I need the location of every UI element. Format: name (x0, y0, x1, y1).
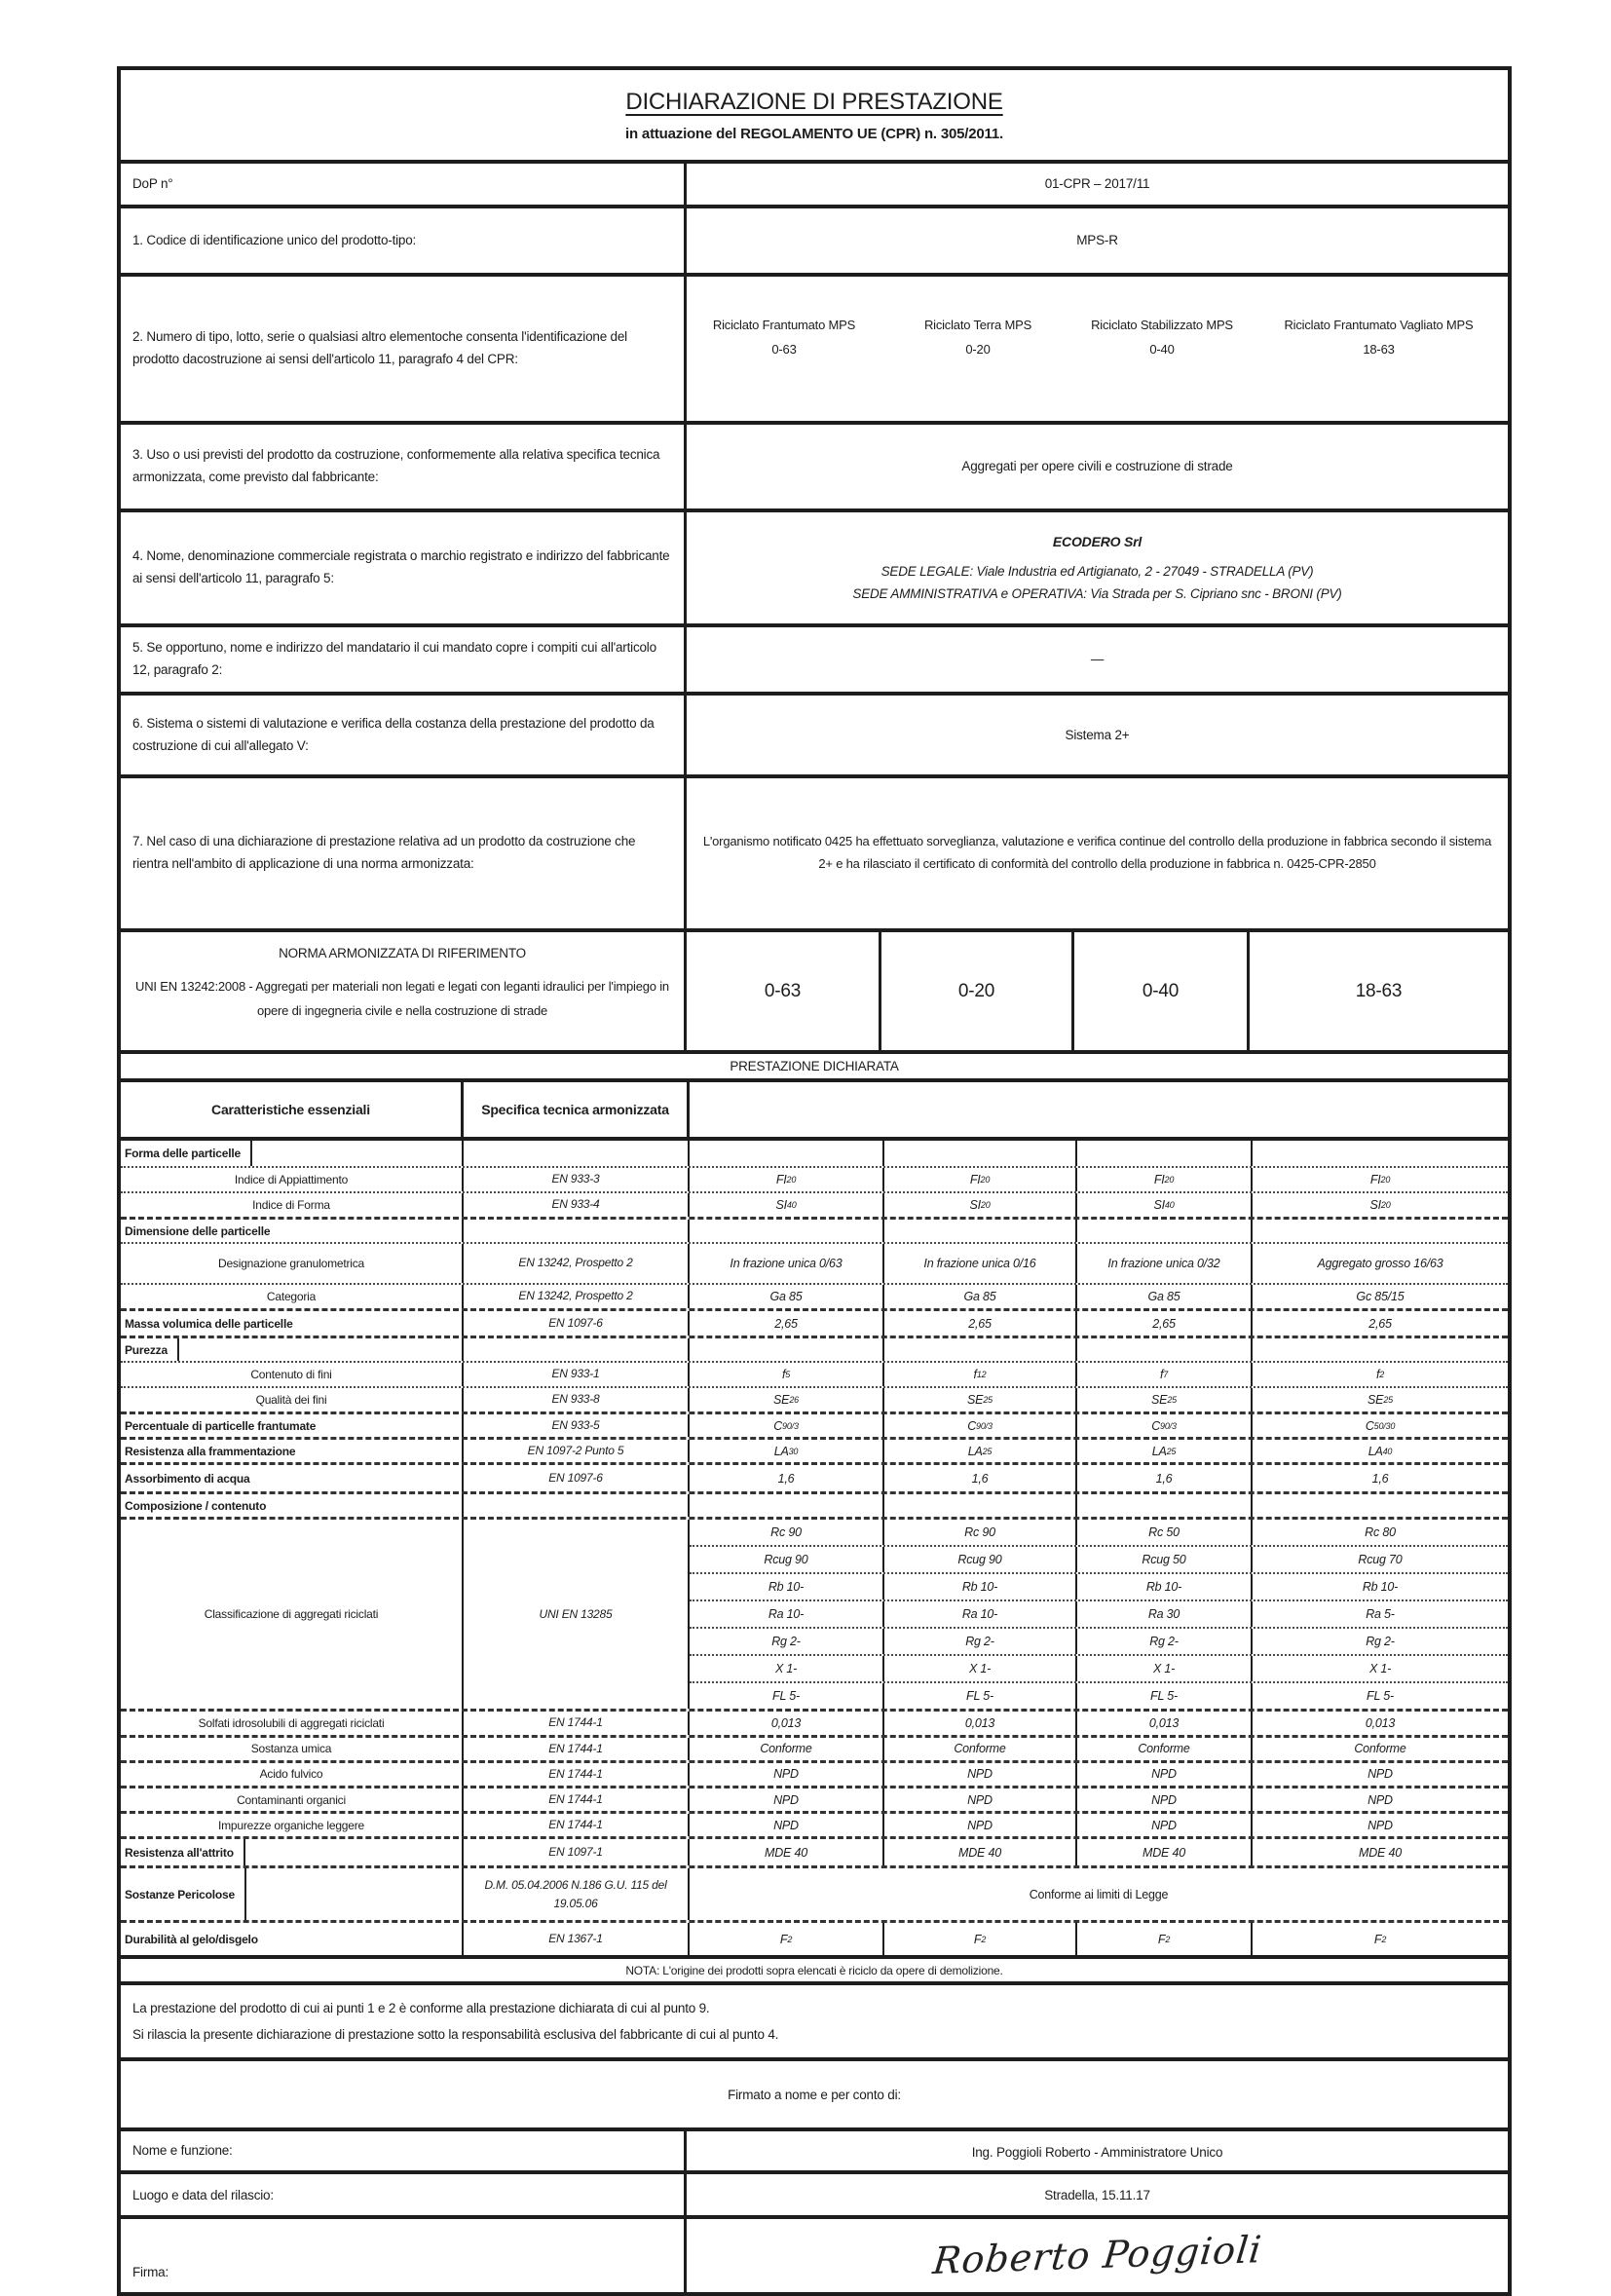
classification-subrow (690, 1654, 1508, 1681)
value-cell: Ga 85 (1077, 1285, 1253, 1308)
value-cell: Rcug 90 (690, 1547, 884, 1572)
value-cell-empty (1077, 1141, 1253, 1166)
spec-cell: EN 1097-1 (464, 1839, 690, 1865)
value-cell: Rc 80 (1365, 1525, 1396, 1540)
avcp-system-row (121, 696, 1508, 778)
value-cell: 1,6 (1077, 1465, 1253, 1491)
value-cell: NPD (884, 1788, 1077, 1811)
value-cell: F 2 (1077, 1923, 1253, 1955)
value-cell: Rg 2- (1366, 1635, 1395, 1649)
spec-cell (464, 1494, 690, 1517)
value-cell: f 2 (1375, 1368, 1385, 1381)
spec-cell: EN 1097-2 Punto 5 (464, 1440, 690, 1462)
manufacturer-address-legal: SEDE LEGALE: Viale Industria ed Artigianato, 2 - 27049 - STRADELLA (PV) (880, 563, 1314, 579)
perf-table-row (121, 1865, 1508, 1920)
value-cell-empty (884, 1141, 1077, 1166)
value-cell: C 90/3 (884, 1414, 1077, 1437)
value-cell: 1,6 (1371, 1471, 1389, 1486)
signature-row (121, 2219, 1508, 2292)
value-cell: 2,65 (1368, 1316, 1392, 1331)
harmonized-standard-row (121, 932, 1508, 1054)
value-cell: Ra 30 (1077, 1601, 1253, 1627)
characteristics-header-row (121, 1082, 1508, 1141)
value-cell-empty (1077, 1220, 1253, 1242)
spec-cell: EN 1097-6 (464, 1311, 690, 1336)
product-type-name: Riciclato Frantumato Vagliato MPS (1284, 318, 1474, 332)
classification-subrow (690, 1600, 1508, 1627)
value-cell: NPD (884, 1763, 1077, 1786)
manufacturer-label: 4. Nome, denominazione commerciale registrata o marchio registrato e indirizzo del fabbricante ai sensi dell'articolo 11, paragrafo 5: (121, 512, 687, 623)
characteristic-label: Acido fulvico (121, 1763, 464, 1786)
value-cell: LA 25 (1077, 1440, 1253, 1462)
value-cell-empty (884, 1494, 1077, 1517)
name-function-label: Nome e funzione: (121, 2131, 687, 2170)
dop-number-value: 01-CPR – 2017/11 (1044, 176, 1150, 192)
value-cell: MDE 40 (690, 1839, 884, 1865)
value-cell: Rc 90 (690, 1520, 884, 1545)
harmonized-standard-text: UNI EN 13242:2008 - Aggregati per materiali non legati e legati con leganti idraulici per l'impiego in opere di ingegneria civile e nella costruzione di strade (135, 979, 669, 1019)
value-cell: Ra 5- (1366, 1607, 1395, 1622)
product-type-name: Riciclato Frantumato MPS (712, 318, 856, 332)
value-cell: F 2 (884, 1923, 1077, 1955)
place-date-row (121, 2174, 1508, 2219)
value-cell-empty (690, 1494, 884, 1517)
product-type (881, 314, 1074, 361)
value-cell: 0,013 (1077, 1712, 1253, 1734)
perf-table-row (121, 1709, 1508, 1734)
value-cell: NPD (690, 1763, 884, 1786)
perf-table-row (121, 1836, 1508, 1865)
perf-table-row (121, 1735, 1508, 1760)
perf-table-row (121, 1760, 1508, 1786)
characteristic-label: Qualità dei fini (121, 1388, 464, 1411)
standard-size-cell: 0-40 (1074, 932, 1250, 1050)
value-cell: Rg 2- (884, 1629, 1077, 1654)
characteristic-label-box: Sostanze Pericolose (121, 1868, 246, 1920)
nota-row: NOTA: L'origine dei prodotti sopra elencati è riciclo da opere di demolizione. (121, 1959, 1508, 1985)
value-cell: f 7 (1077, 1363, 1253, 1386)
standard-size-cell: 18-63 (1355, 980, 1403, 1001)
product-types-row (121, 277, 1508, 425)
characteristic-label: Assorbimento di acqua (121, 1465, 464, 1491)
avcp-system-value: Sistema 2+ (1065, 727, 1130, 742)
group-row (121, 1141, 1508, 1166)
value-cell: F 2 (1373, 1932, 1387, 1946)
spec-cell: EN 1744-1 (464, 1712, 690, 1734)
document-header (121, 70, 1508, 164)
value-cell-empty (1253, 1338, 1508, 1361)
value-cell: 0,013 (690, 1712, 884, 1734)
value-cell: Aggregato grosso 16/63 (1317, 1257, 1443, 1270)
spec-cell: EN 1744-1 (464, 1738, 690, 1760)
characteristic-label (121, 1839, 464, 1865)
characteristic-label: Contaminanti organici (121, 1788, 464, 1811)
perf-table-row (121, 1361, 1508, 1386)
standard-size-cell: 0-20 (881, 932, 1074, 1050)
value-cell: NPD (1077, 1788, 1253, 1811)
value-cell-empty (690, 1338, 884, 1361)
place-date-value: Stradella, 15.11.17 (1044, 2188, 1150, 2203)
value-cell: FI 20 (1369, 1173, 1391, 1186)
value-cell: 0,013 (884, 1712, 1077, 1734)
performance-table (121, 1141, 1508, 1959)
spec-cell: UNI EN 13285 (464, 1520, 690, 1709)
group-row (121, 1217, 1508, 1242)
spec-cell (464, 1141, 690, 1166)
value-cell: NPD (1077, 1814, 1253, 1836)
characteristic-label: Designazione granulometrica (121, 1244, 464, 1283)
value-cell: Conforme (884, 1738, 1077, 1760)
dop-number-label: DoP n° (121, 164, 687, 205)
dop-number-row (121, 164, 1508, 208)
classification-subrow (690, 1627, 1508, 1654)
value-cell: Ra 10- (690, 1601, 884, 1627)
perf-table-row (121, 1517, 1508, 1709)
spec-header: Specifica tecnica armonizzata (464, 1082, 690, 1137)
spec-cell: EN 1744-1 (464, 1814, 690, 1836)
conformity-statement (121, 1985, 1508, 2061)
value-cell: Rg 2- (690, 1629, 884, 1654)
characteristic-label: Indice di Forma (121, 1193, 464, 1217)
value-cell: 2,65 (1077, 1311, 1253, 1336)
characteristic-label (121, 1868, 464, 1920)
name-function-row (121, 2131, 1508, 2174)
classification-subrow (690, 1572, 1508, 1600)
value-cell: SE 25 (1367, 1393, 1393, 1407)
value-cell-empty (1253, 1220, 1508, 1242)
value-cell: F 2 (690, 1923, 884, 1955)
spec-cell: EN 13242, Prospetto 2 (464, 1244, 690, 1283)
value-cell: SE 26 (690, 1388, 884, 1411)
notified-body-row (121, 778, 1508, 932)
value-cell: FI 20 (884, 1168, 1077, 1191)
value-cell: MDE 40 (1359, 1845, 1402, 1860)
characteristics-header: Caratteristiche essenziali (121, 1082, 464, 1137)
value-cell: Rb 10- (690, 1574, 884, 1600)
value-cell: C 90/3 (1077, 1414, 1253, 1437)
value-cell: NPD (690, 1788, 884, 1811)
value-cell: Rg 2- (1077, 1629, 1253, 1654)
notified-body-label: 7. Nel caso di una dichiarazione di prestazione relativa ad un prodotto da costruzione che rientra nell'ambito di applicazione di una norma armonizzata: (121, 778, 687, 928)
characteristic-label-box: Resistenza all'attrito (121, 1839, 245, 1865)
characteristic-label: Impurezze organiche leggere (121, 1814, 464, 1836)
signed-on-behalf-row: Firmato a nome e per conto di: (121, 2061, 1508, 2131)
characteristic-label: Massa volumica delle particelle (121, 1311, 464, 1336)
value-cell: In frazione unica 0/63 (690, 1244, 884, 1283)
spec-cell: D.M. 05.04.2006 N.186 G.U. 115 del 19.05.06 (464, 1868, 690, 1920)
product-types-label: 2. Numero di tipo, lotto, serie o qualsiasi altro elementoche consenta l'identificazione del prodotto dacostruzione ai sensi dell'articolo 11, paragrafo 4 del CPR: (121, 277, 687, 421)
value-cell: FL 5- (884, 1683, 1077, 1709)
declared-performance-band: PRESTAZIONE DICHIARATA (121, 1054, 1508, 1082)
value-cell: SE 25 (884, 1388, 1077, 1411)
value-cell: Ga 85 (690, 1285, 884, 1308)
value-cell: 0,013 (1365, 1715, 1396, 1730)
product-code-row (121, 208, 1508, 277)
value-cell: Conforme (1077, 1738, 1253, 1760)
product-type-size: 0-20 (965, 341, 991, 357)
spec-cell: EN 933-5 (464, 1414, 690, 1437)
manufacturer-value (687, 512, 1508, 623)
value-cell: MDE 40 (884, 1839, 1077, 1865)
value-cell: SE 25 (1077, 1388, 1253, 1411)
value-cell: NPD (1077, 1763, 1253, 1786)
value-cell: X 1- (690, 1656, 884, 1681)
product-type (687, 314, 881, 361)
conformity-line-2: Si rilascia la presente dichiarazione di prestazione sotto la responsabilità esclusiva del fabbricante di cui al punto 4. (132, 2027, 779, 2043)
perf-table-row (121, 1242, 1508, 1283)
characteristic-label (121, 1141, 464, 1166)
value-cell: SI 20 (884, 1193, 1077, 1217)
value-cell: Ga 85 (884, 1285, 1077, 1308)
value-cell: Rc 90 (884, 1520, 1077, 1545)
spec-cell: EN 933-4 (464, 1193, 690, 1217)
value-cell: FI 20 (1077, 1168, 1253, 1191)
value-cell: FL 5- (690, 1683, 884, 1709)
product-type-size: 18-63 (1363, 341, 1395, 357)
characteristic-label: Composizione / contenuto (121, 1494, 464, 1517)
value-cell: NPD (1367, 1792, 1393, 1807)
product-type (1250, 314, 1508, 361)
value-cell-empty (884, 1220, 1077, 1242)
value-cell-empty (1077, 1338, 1253, 1361)
value-cell: NPD (884, 1814, 1077, 1836)
value-cell-empty (1077, 1494, 1253, 1517)
product-code-label: 1. Codice di identificazione unico del prodotto-tipo: (121, 208, 687, 273)
classification-subrow (690, 1681, 1508, 1709)
perf-table-row (121, 1308, 1508, 1336)
characteristic-label-box: Purezza (121, 1338, 179, 1361)
declaration-document (117, 66, 1512, 2296)
classification-subrow (690, 1545, 1508, 1572)
value-cell: 1,6 (884, 1465, 1077, 1491)
harmonized-standard-heading: NORMA ARMONIZZATA DI RIFERIMENTO (279, 946, 526, 960)
characteristic-label: Percentuale di particelle frantumate (121, 1414, 464, 1437)
value-cell: In frazione unica 0/16 (884, 1244, 1077, 1283)
manufacturer-company: ECODERO Srl (1052, 534, 1143, 550)
characteristic-label: Sostanza umica (121, 1738, 464, 1760)
document-subtitle: in attuazione del REGOLAMENTO UE (CPR) n. 305/2011. (625, 125, 1003, 142)
perf-table-row (121, 1283, 1508, 1308)
signature-handwriting: Roberto Poggioli (930, 2228, 1264, 2283)
product-types-list (687, 277, 1508, 421)
conformity-line-1: La prestazione del prodotto di cui ai punti 1 e 2 è conforme alla prestazione dichiarata di cui al punto 9. (132, 2001, 710, 2016)
value-cell: NPD (690, 1814, 884, 1836)
value-cell: 2,65 (884, 1311, 1077, 1336)
classification-subrow (690, 1520, 1508, 1545)
value-cell: SI 40 (690, 1193, 884, 1217)
perf-table-row (121, 1437, 1508, 1462)
value-cell: f 5 (690, 1363, 884, 1386)
spec-cell (464, 1338, 690, 1361)
value-cell: X 1- (1368, 1662, 1392, 1676)
value-cell: Rc 50 (1077, 1520, 1253, 1545)
group-row (121, 1336, 1508, 1361)
value-cell: FL 5- (1367, 1689, 1394, 1704)
place-date-label: Luogo e data del rilascio: (121, 2174, 687, 2215)
manufacturer-row (121, 512, 1508, 627)
characteristic-label: Categoria (121, 1285, 464, 1308)
value-cell: 1,6 (690, 1465, 884, 1491)
spec-cell (464, 1220, 690, 1242)
perf-table-row (121, 1920, 1508, 1955)
perf-table-row (121, 1786, 1508, 1811)
mandatario-label: 5. Se opportuno, nome e indirizzo del mandatario il cui mandato copre i compiti cui all'articolo 12, paragrafo 2: (121, 627, 687, 692)
mandatario-row (121, 627, 1508, 696)
mandatario-value: — (1090, 652, 1105, 667)
characteristic-label: Durabilità al gelo/disgelo (121, 1923, 464, 1955)
spec-cell: EN 13242, Prospetto 2 (464, 1285, 690, 1308)
characteristic-label: Resistenza alla frammentazione (121, 1440, 464, 1462)
value-cell: Rb 10- (884, 1574, 1077, 1600)
intended-use-label: 3. Uso o usi previsti del prodotto da costruzione, conformemente alla relativa specifica tecnica armonizzata, come previsto dal fabbricante: (121, 425, 687, 508)
product-type-name: Riciclato Terra MPS (923, 318, 1032, 332)
product-type-name: Riciclato Stabilizzato MPS (1091, 318, 1233, 332)
value-cell: LA 40 (1367, 1444, 1393, 1458)
spec-cell: EN 933-1 (464, 1363, 690, 1386)
value-cell: LA 30 (690, 1440, 884, 1462)
value-cell: X 1- (884, 1656, 1077, 1681)
value-cell: MDE 40 (1077, 1839, 1253, 1865)
harmonized-standard-cell (121, 932, 687, 1050)
value-cell: In frazione unica 0/32 (1077, 1244, 1253, 1283)
values-header-empty (690, 1082, 1508, 1137)
spec-cell: EN 933-3 (464, 1168, 690, 1191)
value-cell: LA 25 (884, 1440, 1077, 1462)
product-type-size: 0-63 (771, 341, 797, 357)
value-cell: NPD (1367, 1818, 1393, 1832)
spec-cell: EN 1744-1 (464, 1788, 690, 1811)
value-cell-empty (1253, 1141, 1508, 1166)
value-cell: Rcug 50 (1077, 1547, 1253, 1572)
perf-table-row (121, 1811, 1508, 1836)
spec-cell: EN 1744-1 (464, 1763, 690, 1786)
value-cell-empty (884, 1338, 1077, 1361)
value-cell: f 12 (884, 1363, 1077, 1386)
spec-cell: EN 1097-6 (464, 1465, 690, 1491)
characteristic-label: Contenuto di fini (121, 1363, 464, 1386)
characteristic-label-box: Forma delle particelle (121, 1141, 252, 1166)
signature-label: Firma: (121, 2219, 687, 2292)
document-title: DICHIARAZIONE DI PRESTAZIONE (625, 88, 1003, 115)
perf-table-row (121, 1462, 1508, 1491)
standard-size-cell: 0-63 (687, 932, 881, 1050)
value-cell: Rcug 70 (1358, 1553, 1403, 1567)
value-cell: Conforme (690, 1738, 884, 1760)
value-cell-empty (690, 1141, 884, 1166)
value-cell-empty (1253, 1494, 1508, 1517)
characteristic-label (121, 1338, 464, 1361)
name-function-value: Ing. Poggioli Roberto - Amministratore Unico (971, 2145, 1223, 2161)
characteristic-label: Solfati idrosolubili di aggregati riciclati (121, 1712, 464, 1734)
manufacturer-address-operational: SEDE AMMINISTRATIVA e OPERATIVA: Via Strada per S. Cipriano snc - BRONI (PV) (852, 586, 1342, 602)
classification-subrows (690, 1520, 1508, 1709)
notified-body-value: L'organismo notificato 0425 ha effettuato sorveglianza, valutazione e verifica continue del controllo della produzione in fabbrica secondo il sistema 2+ e ha rilasciato il certificato di conformità del controllo della produzione in fabbrica n. 0425-CPR-2850 (702, 834, 1492, 871)
characteristic-label: Indice di Appiattimento (121, 1168, 464, 1191)
value-cell-span: Conforme ai limiti di Legge (1029, 1887, 1169, 1901)
harmonized-standard-sizes (687, 932, 1508, 1050)
intended-use-value: Aggregati per opere civili e costruzione di strade (961, 459, 1233, 474)
value-cell: SI 40 (1077, 1193, 1253, 1217)
value-cell: C 90/3 (690, 1414, 884, 1437)
characteristic-label: Dimensione delle particelle (121, 1220, 464, 1242)
perf-table-row (121, 1191, 1508, 1217)
value-cell: Rb 10- (1362, 1580, 1399, 1595)
value-cell: X 1- (1077, 1656, 1253, 1681)
value-cell: SI 20 (1369, 1198, 1391, 1212)
value-cell: FL 5- (1077, 1683, 1253, 1709)
intended-use-row (121, 425, 1508, 512)
value-cell: Gc 85/15 (1356, 1290, 1405, 1303)
value-cell: FI 20 (690, 1168, 884, 1191)
value-cell: Rb 10- (1077, 1574, 1253, 1600)
avcp-system-label: 6. Sistema o sistemi di valutazione e verifica della costanza della prestazione del prodotto da costruzione di cui all'allegato V: (121, 696, 687, 774)
value-cell: NPD (1367, 1767, 1393, 1782)
perf-table-row (121, 1386, 1508, 1411)
spec-cell: EN 1367-1 (464, 1923, 690, 1955)
product-code-value: MPS-R (1076, 233, 1118, 248)
value-cell-empty (690, 1220, 884, 1242)
value-cell: C 50/30 (1365, 1418, 1396, 1433)
value-cell: Ra 10- (884, 1601, 1077, 1627)
group-row (121, 1491, 1508, 1517)
perf-table-row (121, 1411, 1508, 1437)
signature-cell (687, 2219, 1508, 2292)
value-cell: Rcug 90 (884, 1547, 1077, 1572)
characteristic-label: Classificazione di aggregati riciclati (121, 1520, 464, 1709)
product-type-size: 0-40 (1149, 341, 1175, 357)
value-cell: Conforme (1354, 1742, 1406, 1756)
product-type (1074, 314, 1250, 361)
perf-table-row (121, 1166, 1508, 1191)
spec-cell: EN 933-8 (464, 1388, 690, 1411)
value-cell: 2,65 (690, 1311, 884, 1336)
